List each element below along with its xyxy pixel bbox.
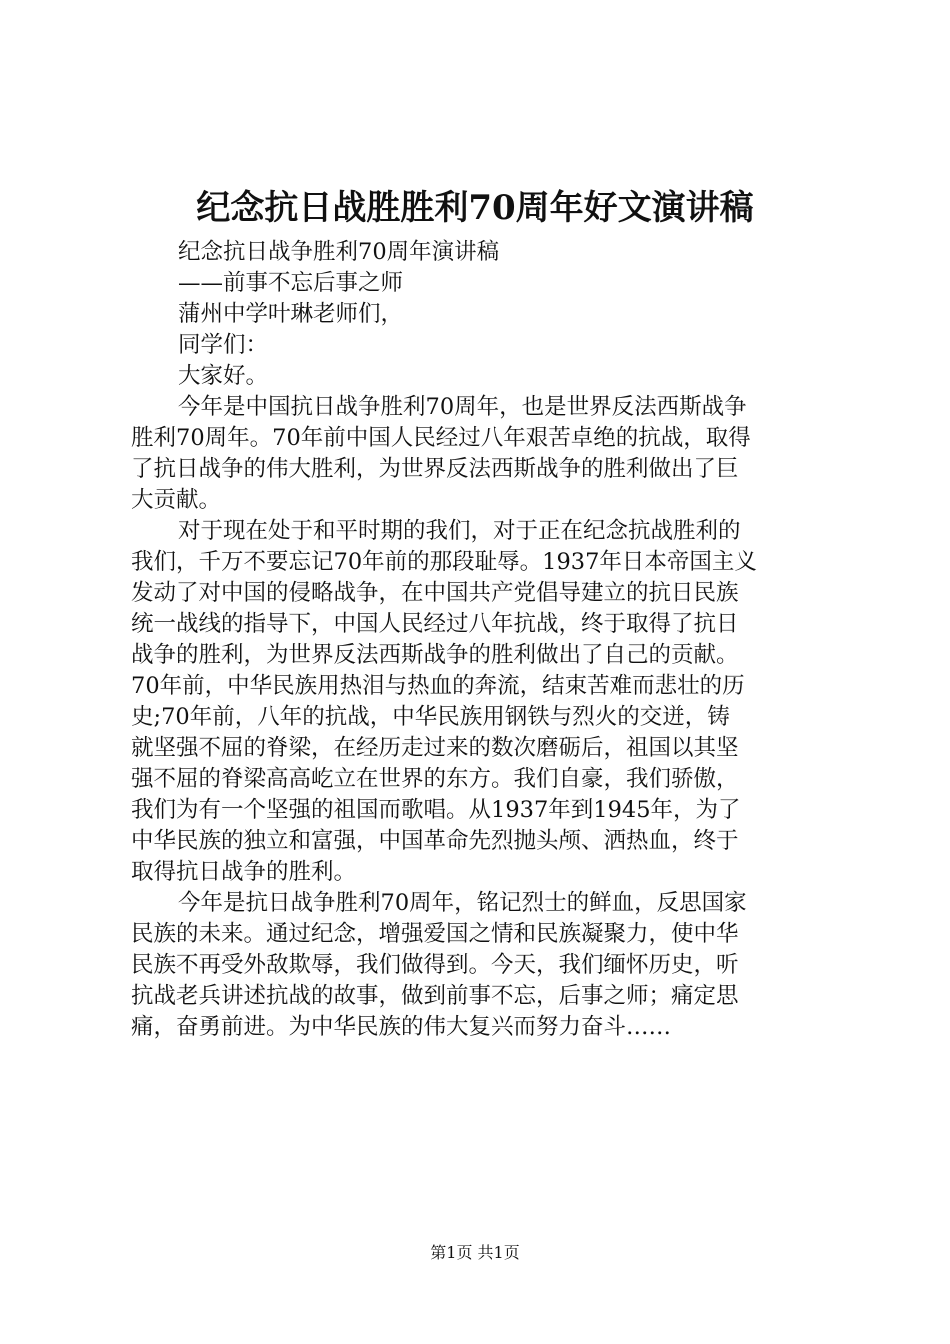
greeting-teachers: 蒲州中学叶琳老师们， — [178, 301, 404, 327]
paragraph-line: 70年前，中华民族用热泪与热血的奔流，结束苦难而悲壮的历 — [131, 673, 745, 699]
paragraph-line: 民族的未来。通过纪念，增强爱国之情和民族凝聚力，使中华 — [131, 921, 739, 947]
paragraph-line: 发动了对中国的侵略战争，在中国共产党倡导建立的抗日民族 — [131, 580, 739, 606]
paragraph-line: 痛，奋勇前进。为中华民族的伟大复兴而努力奋斗…… — [131, 1014, 672, 1040]
paragraph-1 — [131, 392, 851, 516]
paragraph-line: 今年是中国抗日战争胜利70周年，也是世界反法西斯战争 — [178, 394, 747, 420]
document-body — [131, 237, 851, 1043]
greeting-hello: 大家好。 — [178, 363, 269, 389]
paragraph-line: 大贡献。 — [131, 487, 222, 513]
paragraph-2 — [131, 516, 851, 888]
paragraph-line: 就坚强不屈的脊梁，在经历走过来的数次磨砺后，祖国以其坚 — [131, 735, 739, 761]
paragraph-line: 对于现在处于和平时期的我们，对于正在纪念抗战胜利的 — [178, 518, 741, 544]
paragraph-line: 史;70年前，八年的抗战，中华民族用钢铁与烈火的交迸，铸 — [131, 704, 730, 730]
paragraph-line: 统一战线的指导下，中国人民经过八年抗战，终于取得了抗日 — [131, 611, 739, 637]
speech-tagline: ——前事不忘后事之师 — [178, 270, 404, 296]
paragraph-line: 我们为有一个坚强的祖国而歌唱。从1937年到1945年，为了 — [131, 797, 741, 823]
paragraph-line: 取得抗日战争的胜利。 — [131, 859, 357, 885]
paragraph-line: 战争的胜利，为世界反法西斯战争的胜利做出了自己的贡献。 — [131, 642, 739, 668]
paragraph-line: 中华民族的独立和富强，中国革命先烈抛头颅、洒热血，终于 — [131, 828, 739, 854]
paragraph-line: 强不屈的脊梁高高屹立在世界的东方。我们自豪，我们骄傲， — [131, 766, 739, 792]
paragraph-3 — [131, 888, 851, 1043]
greeting-students: 同学们： — [178, 332, 269, 358]
paragraph-line: 胜利70周年。70年前中国人民经过八年艰苦卓绝的抗战，取得 — [131, 425, 751, 451]
paragraph-line: 我们，千万不要忘记70年前的那段耻辱。1937年日本帝国主义 — [131, 549, 757, 575]
document-title: 纪念抗日战胜胜利70周年好文演讲稿 — [196, 188, 754, 228]
paragraph-line: 了抗日战争的伟大胜利，为世界反法西斯战争的胜利做出了巨 — [131, 456, 739, 482]
page-footer: 第1页 共1页 — [430, 1243, 520, 1262]
paragraph-line: 抗战老兵讲述抗战的故事，做到前事不忘，后事之师；痛定思 — [131, 983, 739, 1009]
paragraph-line: 民族不再受外敌欺辱，我们做得到。今天，我们缅怀历史，听 — [131, 952, 739, 978]
paragraph-line: 今年是抗日战争胜利70周年，铭记烈士的鲜血，反思国家 — [178, 890, 747, 916]
speech-subtitle: 纪念抗日战争胜利70周年演讲稿 — [178, 239, 500, 265]
